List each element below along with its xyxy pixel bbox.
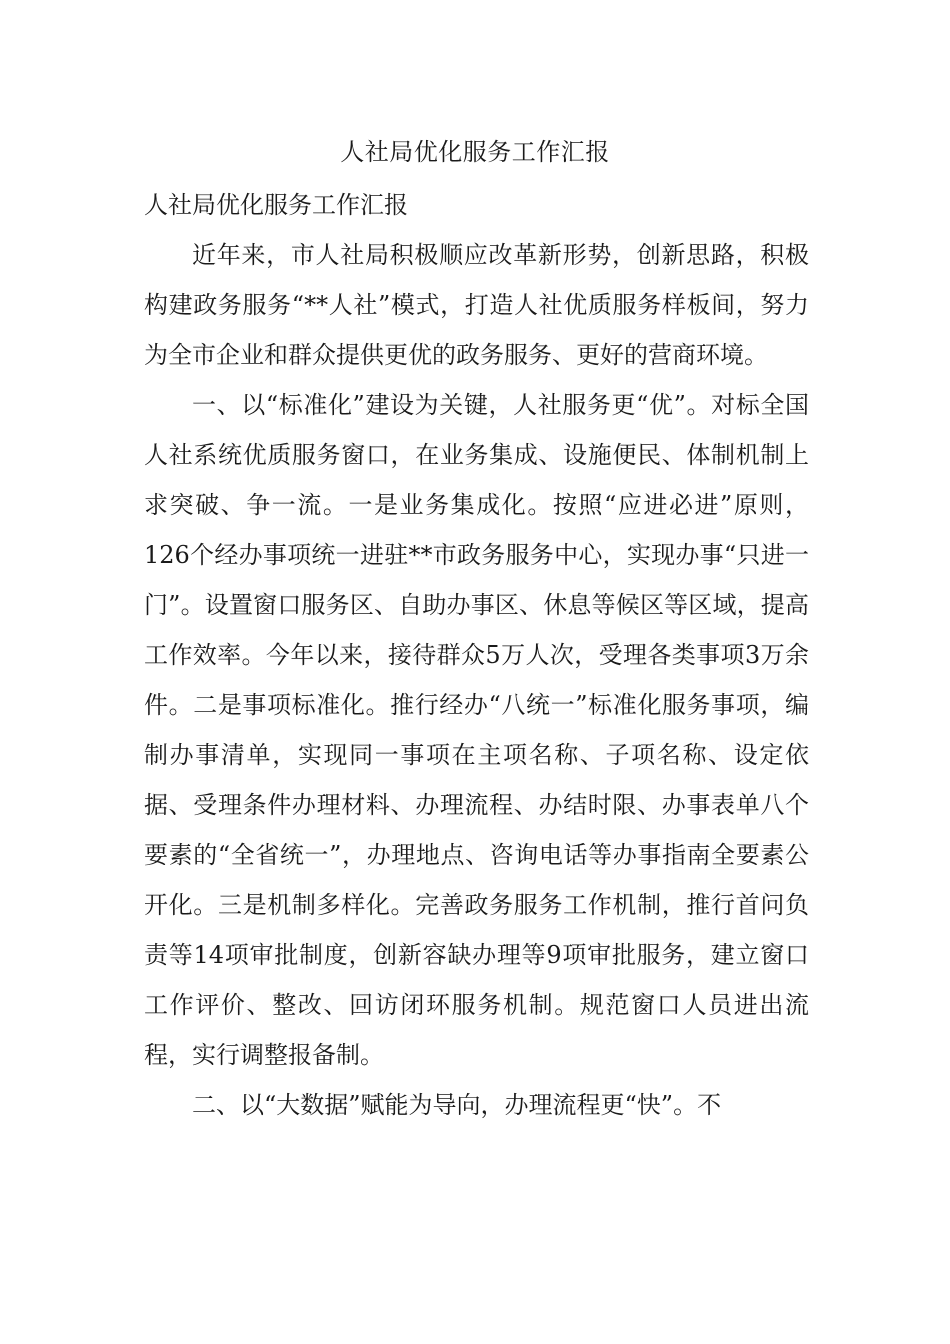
document-subtitle: 人社局优化服务工作汇报	[144, 191, 408, 219]
document-title: 人社局优化服务工作汇报	[340, 138, 610, 166]
paragraph-section-one: 一、以“标准化”建设为关键，人社服务更“优”。对标全国人社系统优质服务窗口，在业务集成、设施便民、体制机制上求突破、争一流。一是业务集成化。按照“应进必进”原则，126个经办事项统一进驻**市政务服务中心，实现办事“只进一门”。设置窗口服务区、自助办事区、休息等候区等区域，提高工作效率。今年以来，接待群众5万人次，受理各类事项3万余件。二是事项标准化。推行经办“八统一”标准化服务事项，编制办事清单，实现同一事项在主项名称、子项名称、设定依据、受理条件办理材料、办理流程、办结时限、办事表单八个要素的“全省统一”，办理地点、咨询电话等办事指南全要素公开化。三是机制多样化。完善政务服务工作机制，推行首问负责等14项审批制度，创新容缺办理等9项审批服务，建立窗口工作评价、整改、回访闭环服务机制。规范窗口人员进出流程，实行调整报备制。	[144, 391, 809, 1069]
document-body	[144, 180, 809, 1130]
paragraph-intro: 近年来，市人社局积极顺应改革新形势，创新思路，积极构建政务服务“**人社”模式，打造人社优质服务样板间，努力为全市企业和群众提供更优的政务服务、更好的营商环境。	[144, 241, 809, 369]
paragraph-section-two: 二、以“大数据”赋能为导向，办理流程更“快”。不	[192, 1091, 722, 1119]
